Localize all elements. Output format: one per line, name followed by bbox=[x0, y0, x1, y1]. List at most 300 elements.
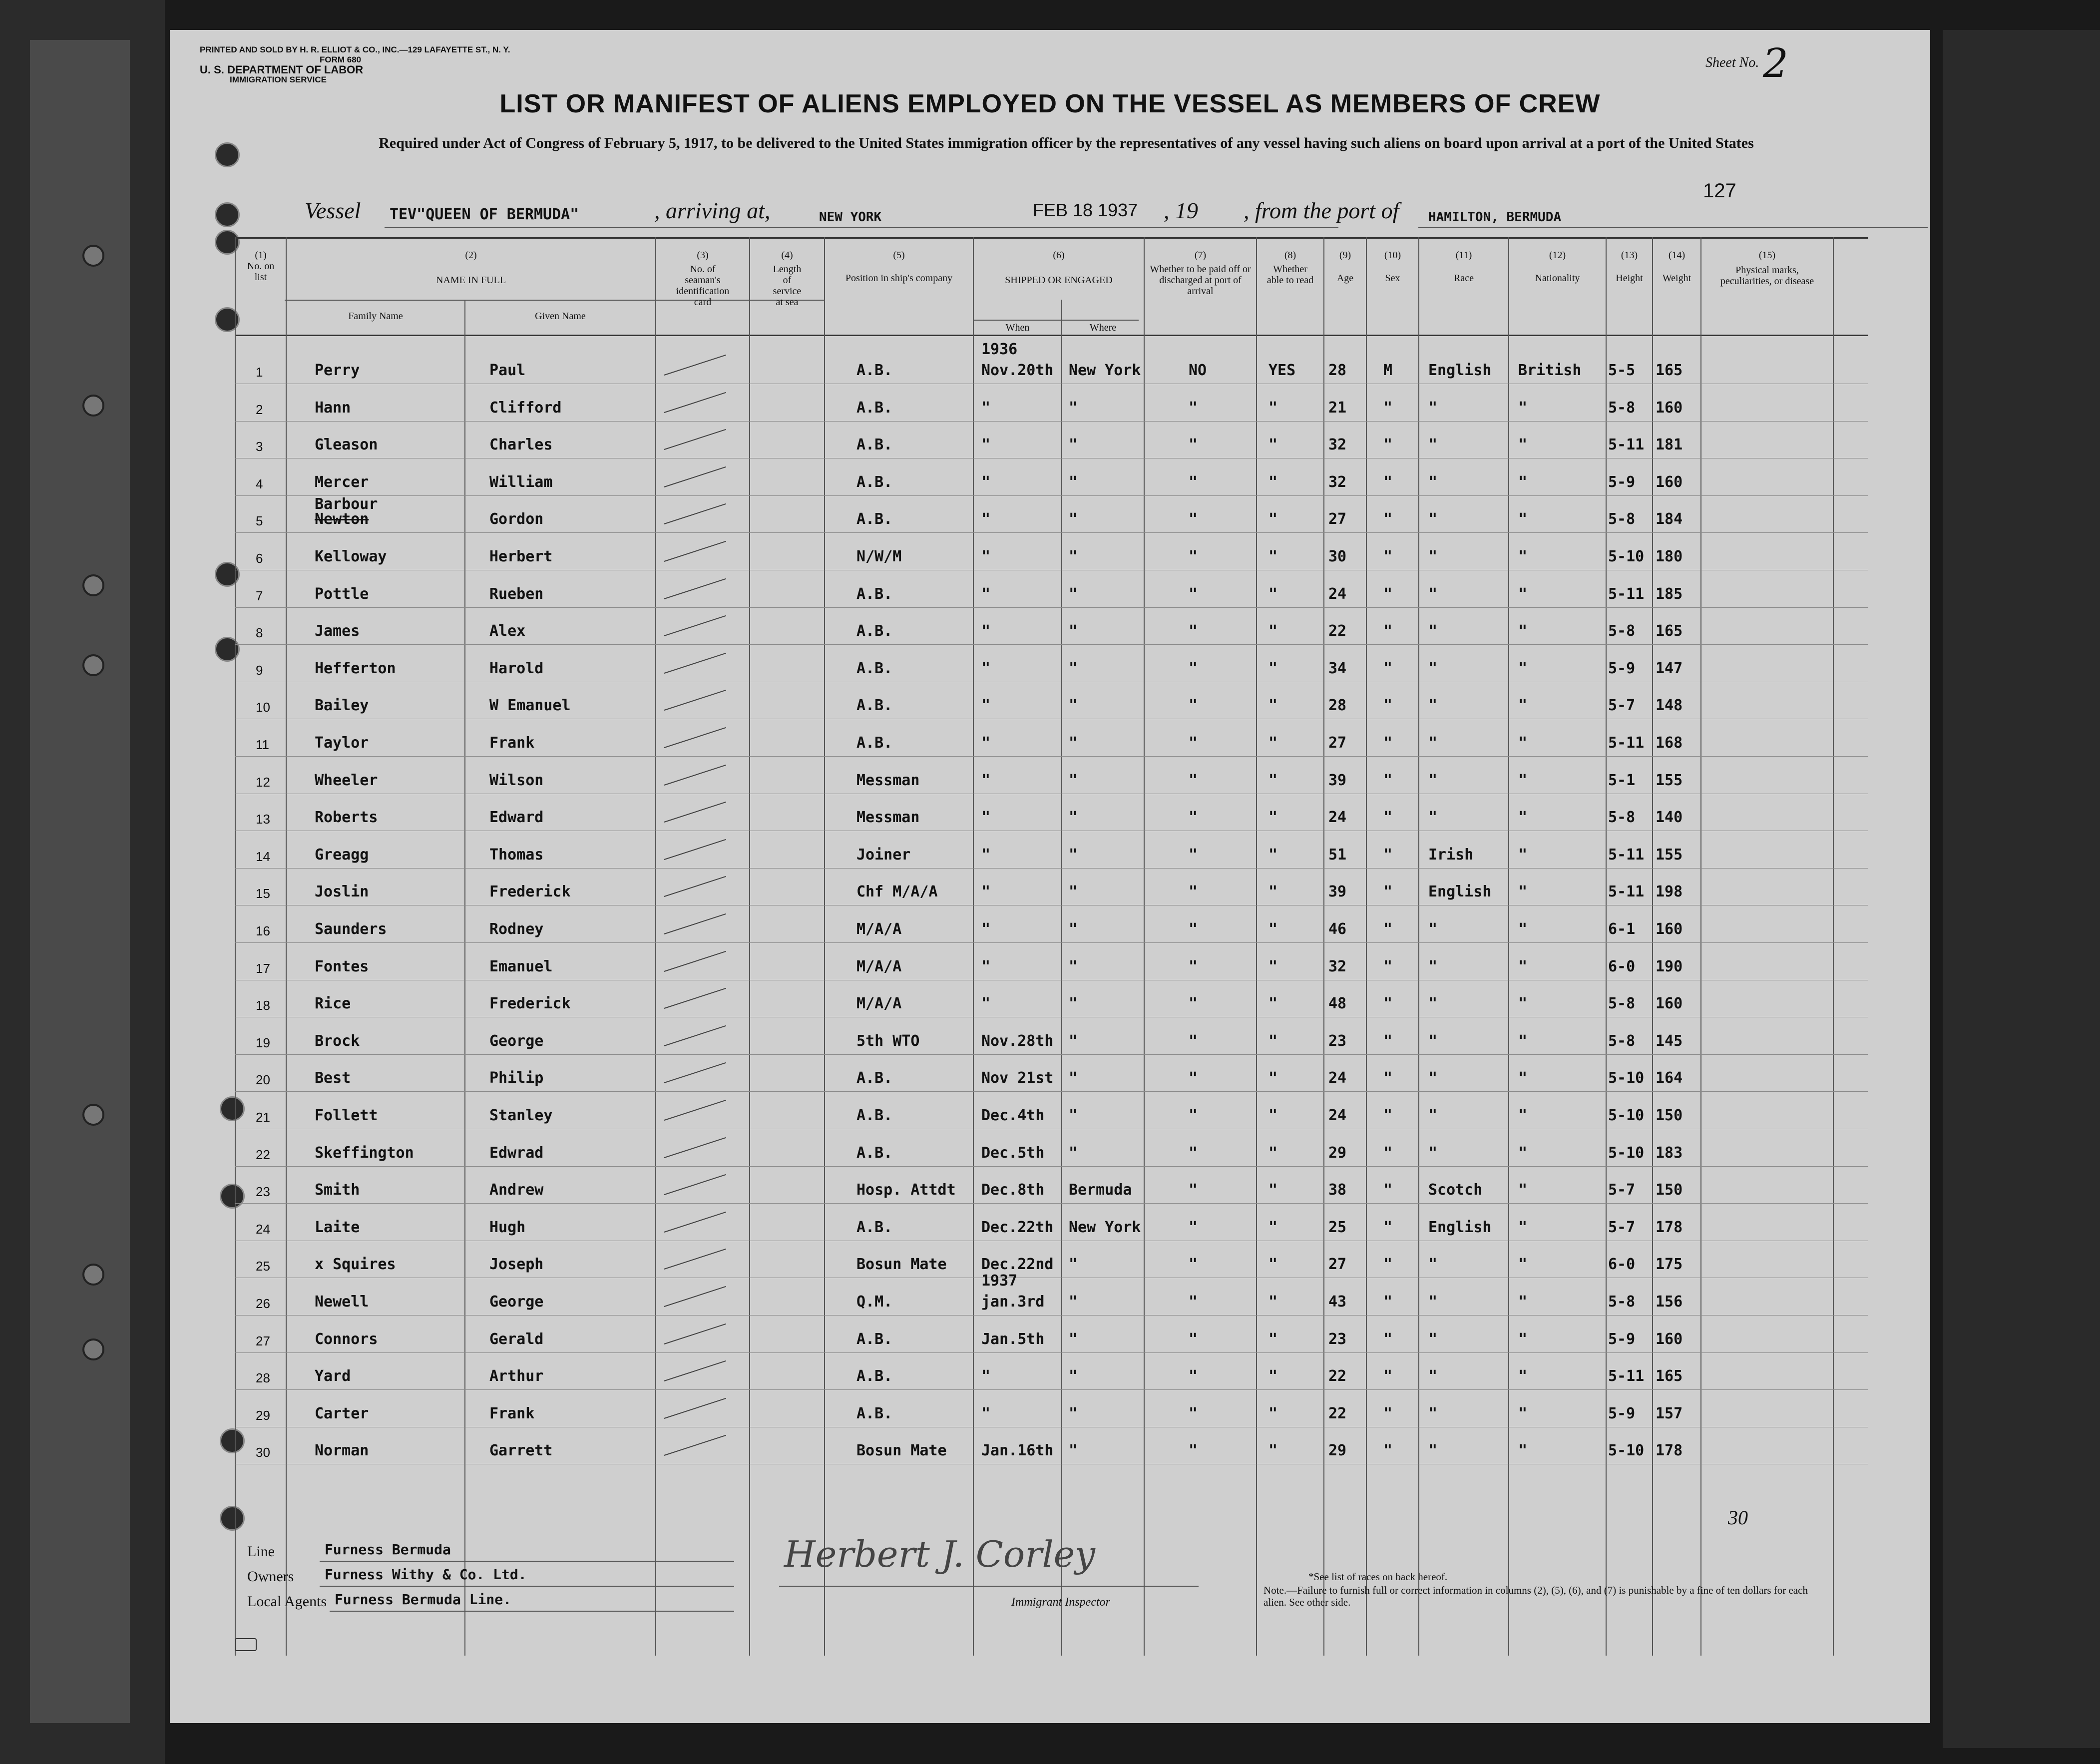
id-card-dash-mark bbox=[664, 1323, 726, 1344]
owners-label: Owners bbox=[247, 1568, 294, 1585]
age: 39 bbox=[1328, 883, 1347, 901]
row-rule bbox=[235, 1315, 1868, 1316]
family-name: Taylor bbox=[315, 734, 369, 752]
position: A.B. bbox=[856, 697, 893, 715]
shipped-when: " bbox=[981, 957, 991, 975]
able-to-read: " bbox=[1268, 734, 1278, 752]
row-number: 8 bbox=[256, 625, 263, 641]
row-number: 9 bbox=[256, 662, 263, 678]
family-name: Carter bbox=[315, 1404, 369, 1422]
shipped-when: Jan.5th bbox=[981, 1330, 1045, 1348]
binding-hole bbox=[82, 395, 104, 417]
race: " bbox=[1428, 1256, 1438, 1274]
col4-header: (4) Length of service at sea bbox=[773, 250, 802, 308]
weight: 178 bbox=[1656, 1218, 1683, 1236]
nationality: " bbox=[1518, 809, 1528, 827]
shipped-when: Nov.28th bbox=[981, 1032, 1054, 1050]
year-label: , 19 bbox=[1164, 198, 1198, 223]
shipped-where: " bbox=[1069, 548, 1078, 565]
position: Chf M/A/A bbox=[856, 883, 938, 901]
race: " bbox=[1428, 1293, 1438, 1311]
row-number: 24 bbox=[256, 1221, 270, 1237]
owners-value: Furness Withy & Co. Ltd. bbox=[325, 1566, 527, 1583]
row-rule bbox=[235, 756, 1868, 757]
position: Hosp. Attdt bbox=[856, 1181, 956, 1199]
sex: " bbox=[1383, 436, 1393, 454]
race: " bbox=[1428, 548, 1438, 565]
height: 5-9 bbox=[1608, 1404, 1636, 1422]
able-to-read: " bbox=[1268, 1032, 1278, 1050]
binding-hole bbox=[82, 1338, 104, 1360]
col3-header: (3) No. of seaman's identification card bbox=[676, 250, 730, 308]
weight: 160 bbox=[1656, 920, 1683, 938]
sex: " bbox=[1383, 1404, 1393, 1422]
id-card-dash-mark bbox=[664, 615, 726, 636]
position: A.B. bbox=[856, 1144, 893, 1162]
given-name: Edward bbox=[489, 809, 544, 827]
inspector-label: Immigrant Inspector bbox=[1011, 1596, 1110, 1609]
sex: " bbox=[1383, 510, 1393, 528]
weight: 155 bbox=[1656, 846, 1683, 864]
family-name-correction: Barbour bbox=[315, 495, 378, 513]
manifest-number: 127 bbox=[1703, 180, 1736, 202]
sex: " bbox=[1383, 473, 1393, 491]
race: " bbox=[1428, 436, 1438, 454]
punch-hole bbox=[220, 1428, 245, 1453]
shipped-where: " bbox=[1069, 1367, 1078, 1385]
nationality: " bbox=[1518, 399, 1528, 417]
shipped-where: " bbox=[1069, 883, 1078, 901]
position: A.B. bbox=[856, 436, 893, 454]
shipped-when: " bbox=[981, 883, 991, 901]
shipped-where: " bbox=[1069, 436, 1078, 454]
able-to-read: " bbox=[1268, 659, 1278, 677]
family-name: Saunders bbox=[315, 920, 387, 938]
family-name: Kelloway bbox=[315, 548, 387, 565]
shipped-where: " bbox=[1069, 659, 1078, 677]
id-card-dash-mark bbox=[664, 429, 726, 450]
shipped-when: " bbox=[981, 1367, 991, 1385]
shipped-where: " bbox=[1069, 771, 1078, 789]
age: 24 bbox=[1328, 1107, 1347, 1124]
row-number: 30 bbox=[256, 1445, 270, 1460]
shipped-where: " bbox=[1069, 622, 1078, 640]
when-header: When bbox=[1005, 322, 1030, 333]
nationality: " bbox=[1518, 883, 1528, 901]
shipped-when: " bbox=[981, 548, 991, 565]
age: 51 bbox=[1328, 846, 1347, 864]
given-name: Frank bbox=[489, 734, 535, 752]
row-number: 13 bbox=[256, 812, 270, 827]
sex: " bbox=[1383, 995, 1393, 1013]
sex: " bbox=[1383, 1144, 1393, 1162]
nationality: " bbox=[1518, 436, 1528, 454]
age: 48 bbox=[1328, 995, 1347, 1013]
family-name: Gleason bbox=[315, 436, 378, 454]
age: 34 bbox=[1328, 659, 1347, 677]
weight: 148 bbox=[1656, 697, 1683, 715]
family-name: Skeffington bbox=[315, 1144, 414, 1162]
race: English bbox=[1428, 362, 1492, 379]
vessel-value: TEV"QUEEN OF BERMUDA" bbox=[390, 206, 579, 223]
height: 5-11 bbox=[1608, 436, 1645, 454]
able-to-read: " bbox=[1268, 1107, 1278, 1124]
id-card-dash-mark bbox=[664, 802, 726, 823]
able-to-read: " bbox=[1268, 1144, 1278, 1162]
position: 5th WTO bbox=[856, 1032, 920, 1050]
race: " bbox=[1428, 771, 1438, 789]
col14-header: (14) Weight bbox=[1662, 250, 1691, 284]
position: M/A/A bbox=[856, 995, 902, 1013]
shipped-where: " bbox=[1069, 1330, 1078, 1348]
sheet-number-label: Sheet No. bbox=[1705, 55, 1759, 70]
row-rule bbox=[235, 1054, 1868, 1055]
age: 23 bbox=[1328, 1032, 1347, 1050]
height: 6-0 bbox=[1608, 957, 1636, 975]
position: A.B. bbox=[856, 1218, 893, 1236]
nationality: " bbox=[1518, 473, 1528, 491]
id-card-dash-mark bbox=[664, 913, 726, 934]
position: A.B. bbox=[856, 1367, 893, 1385]
shipped-when: " bbox=[981, 809, 991, 827]
height: 5-8 bbox=[1608, 809, 1636, 827]
shipped-when: Nov 21st bbox=[981, 1069, 1054, 1087]
age: 29 bbox=[1328, 1442, 1347, 1460]
height: 5-10 bbox=[1608, 548, 1645, 565]
punch-hole bbox=[220, 1184, 245, 1209]
shipped-where: " bbox=[1069, 846, 1078, 864]
weight: 147 bbox=[1656, 659, 1683, 677]
given-name: Harold bbox=[489, 659, 544, 677]
paid-off: " bbox=[1189, 510, 1198, 528]
weight: 185 bbox=[1656, 585, 1683, 603]
nationality: " bbox=[1518, 1367, 1528, 1385]
position: M/A/A bbox=[856, 957, 902, 975]
id-card-dash-mark bbox=[664, 1062, 726, 1083]
position: Joiner bbox=[856, 846, 911, 864]
position: N/W/M bbox=[856, 548, 902, 565]
weight: 155 bbox=[1656, 771, 1683, 789]
id-card-dash-mark bbox=[664, 541, 726, 562]
binding-hole bbox=[82, 574, 104, 596]
col13-header: (13) Height bbox=[1616, 250, 1643, 284]
sex: " bbox=[1383, 920, 1393, 938]
height: 5-9 bbox=[1608, 659, 1636, 677]
sex: M bbox=[1383, 362, 1393, 379]
row-rule bbox=[235, 1389, 1868, 1390]
shipped-where: " bbox=[1069, 1107, 1078, 1124]
sex: " bbox=[1383, 1181, 1393, 1199]
row-rule bbox=[235, 1166, 1868, 1167]
able-to-read: " bbox=[1268, 846, 1278, 864]
nationality: " bbox=[1518, 1442, 1528, 1460]
sex: " bbox=[1383, 1069, 1393, 1087]
sex: " bbox=[1383, 809, 1393, 827]
shipped-where: " bbox=[1069, 510, 1078, 528]
height: 5-11 bbox=[1608, 585, 1645, 603]
given-name: Clifford bbox=[489, 399, 562, 417]
id-card-dash-mark bbox=[664, 1249, 726, 1270]
service-name: IMMIGRATION SERVICE bbox=[230, 75, 327, 84]
able-to-read: " bbox=[1268, 771, 1278, 789]
family-name: Wheeler bbox=[315, 771, 378, 789]
nationality: " bbox=[1518, 1144, 1528, 1162]
paid-off: " bbox=[1189, 771, 1198, 789]
manifest-sheet bbox=[170, 30, 1930, 1723]
race: " bbox=[1428, 734, 1438, 752]
paid-off: " bbox=[1189, 399, 1198, 417]
paid-off: " bbox=[1189, 957, 1198, 975]
row-number: 1 bbox=[256, 365, 263, 380]
able-to-read: " bbox=[1268, 1069, 1278, 1087]
height: 5-11 bbox=[1608, 734, 1645, 752]
shipped-when: " bbox=[981, 771, 991, 789]
age: 24 bbox=[1328, 809, 1347, 827]
age: 28 bbox=[1328, 697, 1347, 715]
age: 22 bbox=[1328, 1404, 1347, 1422]
age: 30 bbox=[1328, 548, 1347, 565]
given-name: Charles bbox=[489, 436, 553, 454]
position: Q.M. bbox=[856, 1293, 893, 1311]
department-name: U. S. DEPARTMENT OF LABOR bbox=[200, 63, 364, 76]
shipped-where: " bbox=[1069, 809, 1078, 827]
able-to-read: " bbox=[1268, 622, 1278, 640]
nationality: " bbox=[1518, 734, 1528, 752]
age: 28 bbox=[1328, 362, 1347, 379]
nationality: " bbox=[1518, 1256, 1528, 1274]
able-to-read: " bbox=[1268, 957, 1278, 975]
id-card-dash-mark bbox=[664, 466, 726, 487]
line-label: Line bbox=[247, 1543, 275, 1560]
form-number: FORM 680 bbox=[320, 55, 362, 64]
weight: 184 bbox=[1656, 510, 1683, 528]
row-number: 17 bbox=[256, 960, 270, 976]
given-name: Garrett bbox=[489, 1442, 553, 1460]
weight: 150 bbox=[1656, 1181, 1683, 1199]
col2-header: (2) NAME IN FULL bbox=[436, 250, 506, 286]
nationality: " bbox=[1518, 1032, 1528, 1050]
shipped-when: " bbox=[981, 399, 991, 417]
given-name: Frank bbox=[489, 1404, 535, 1422]
race: " bbox=[1428, 399, 1438, 417]
age: 29 bbox=[1328, 1144, 1347, 1162]
family-name: Best bbox=[315, 1069, 351, 1087]
sheet-number-value: 2 bbox=[1763, 40, 1788, 86]
row-number: 15 bbox=[256, 886, 270, 901]
age: 43 bbox=[1328, 1293, 1347, 1311]
shipped-when: " bbox=[981, 585, 991, 603]
shipped-where: " bbox=[1069, 1032, 1078, 1050]
position: Messman bbox=[856, 809, 920, 827]
paid-off: " bbox=[1189, 1330, 1198, 1348]
id-card-dash-mark bbox=[664, 1174, 726, 1195]
given-name: Philip bbox=[489, 1069, 544, 1087]
able-to-read: " bbox=[1268, 436, 1278, 454]
id-card-dash-mark bbox=[664, 392, 726, 413]
shipped-when: Dec.22th bbox=[981, 1218, 1054, 1236]
union-label bbox=[235, 1638, 257, 1651]
height: 5-7 bbox=[1608, 1181, 1636, 1199]
punch-hole bbox=[220, 1096, 245, 1121]
id-card-dash-mark bbox=[664, 1286, 726, 1307]
shipped-when: " bbox=[981, 510, 991, 528]
position: A.B. bbox=[856, 1107, 893, 1124]
row-number: 4 bbox=[256, 476, 263, 491]
family-name: Hefferton bbox=[315, 659, 396, 677]
nationality: " bbox=[1518, 585, 1528, 603]
row-number: 29 bbox=[256, 1407, 270, 1423]
row-number: 6 bbox=[256, 551, 263, 566]
id-card-dash-mark bbox=[664, 578, 726, 599]
paid-off: " bbox=[1189, 548, 1198, 565]
weight: 160 bbox=[1656, 1330, 1683, 1348]
height: 5-11 bbox=[1608, 1367, 1645, 1385]
paid-off: " bbox=[1189, 1256, 1198, 1274]
paid-off: " bbox=[1189, 883, 1198, 901]
race: " bbox=[1428, 1144, 1438, 1162]
height: 5-10 bbox=[1608, 1107, 1645, 1124]
race: " bbox=[1428, 473, 1438, 491]
id-card-dash-mark bbox=[664, 764, 726, 785]
weight: 183 bbox=[1656, 1144, 1683, 1162]
race: " bbox=[1428, 697, 1438, 715]
col5-header: (5) Position in ship's company bbox=[845, 250, 953, 284]
line-value: Furness Bermuda bbox=[325, 1541, 451, 1558]
row-number: 16 bbox=[256, 923, 270, 938]
given-name: Hugh bbox=[489, 1218, 526, 1236]
id-card-dash-mark bbox=[664, 876, 726, 897]
able-to-read: " bbox=[1268, 883, 1278, 901]
shipped-where: " bbox=[1069, 920, 1078, 938]
shipped-when: " bbox=[981, 659, 991, 677]
row-rule bbox=[235, 532, 1868, 533]
paid-off: " bbox=[1189, 809, 1198, 827]
paid-off: " bbox=[1189, 1218, 1198, 1236]
row-number: 11 bbox=[256, 737, 269, 752]
weight: 140 bbox=[1656, 809, 1683, 827]
race: " bbox=[1428, 920, 1438, 938]
position: Messman bbox=[856, 771, 920, 789]
sex: " bbox=[1383, 883, 1393, 901]
family-name: Follett bbox=[315, 1107, 378, 1124]
races-note: *See list of races on back hereof. bbox=[1308, 1571, 1448, 1583]
binding-strip bbox=[30, 40, 130, 1723]
family-name: Rice bbox=[315, 995, 351, 1013]
row-number: 20 bbox=[256, 1072, 270, 1088]
shipped-where: " bbox=[1069, 734, 1078, 752]
weight: 157 bbox=[1656, 1404, 1683, 1422]
id-card-dash-mark bbox=[664, 1212, 726, 1233]
row-number: 14 bbox=[256, 849, 270, 864]
paid-off: " bbox=[1189, 1144, 1198, 1162]
row-rule bbox=[235, 607, 1868, 608]
position: A.B. bbox=[856, 1330, 893, 1348]
age: 22 bbox=[1328, 1367, 1347, 1385]
shipped-where: " bbox=[1069, 1069, 1078, 1087]
sex: " bbox=[1383, 659, 1393, 677]
height: 5-10 bbox=[1608, 1144, 1645, 1162]
race: English bbox=[1428, 1218, 1492, 1236]
race: " bbox=[1428, 622, 1438, 640]
nationality: " bbox=[1518, 1069, 1528, 1087]
family-name: Norman bbox=[315, 1442, 369, 1460]
able-to-read: " bbox=[1268, 1181, 1278, 1199]
id-card-dash-mark bbox=[664, 653, 726, 674]
nationality: " bbox=[1518, 995, 1528, 1013]
family-name: x Squires bbox=[315, 1256, 396, 1274]
family-name: Newell bbox=[315, 1293, 369, 1311]
row-number: 21 bbox=[256, 1110, 270, 1125]
age: 32 bbox=[1328, 473, 1347, 491]
position: M/A/A bbox=[856, 920, 902, 938]
row-number: 12 bbox=[256, 774, 270, 790]
age: 25 bbox=[1328, 1218, 1347, 1236]
row-rule bbox=[235, 868, 1868, 869]
vessel-label: Vessel bbox=[305, 198, 361, 223]
arrival-date-stamp: FEB 18 1937 bbox=[1033, 200, 1138, 220]
nationality: British bbox=[1518, 362, 1582, 379]
page-title: LIST OR MANIFEST OF ALIENS EMPLOYED ON THE VESSEL AS MEMBERS OF CREW bbox=[499, 89, 1601, 118]
paid-off: " bbox=[1189, 995, 1198, 1013]
nationality: " bbox=[1518, 1218, 1528, 1236]
given-name: Alex bbox=[489, 622, 526, 640]
sex: " bbox=[1383, 1218, 1393, 1236]
able-to-read: " bbox=[1268, 548, 1278, 565]
height: 5-5 bbox=[1608, 362, 1636, 379]
nationality: " bbox=[1518, 957, 1528, 975]
race: " bbox=[1428, 659, 1438, 677]
sex: " bbox=[1383, 399, 1393, 417]
shipped-where: " bbox=[1069, 995, 1078, 1013]
given-name: Herbert bbox=[489, 548, 553, 565]
height: 5-7 bbox=[1608, 1218, 1636, 1236]
able-to-read: " bbox=[1268, 995, 1278, 1013]
age: 24 bbox=[1328, 585, 1347, 603]
row-number: 27 bbox=[256, 1333, 270, 1348]
punch-hole bbox=[215, 637, 240, 662]
nationality: " bbox=[1518, 771, 1528, 789]
race: " bbox=[1428, 957, 1438, 975]
position: A.B. bbox=[856, 1404, 893, 1422]
id-card-dash-mark bbox=[664, 988, 726, 1009]
punch-hole bbox=[215, 562, 240, 587]
weight: 150 bbox=[1656, 1107, 1683, 1124]
binding-hole bbox=[82, 654, 104, 676]
sex: " bbox=[1383, 734, 1393, 752]
scanner-background-right bbox=[1943, 30, 2100, 1748]
nationality: " bbox=[1518, 1293, 1528, 1311]
position: A.B. bbox=[856, 1069, 893, 1087]
paid-off: " bbox=[1189, 585, 1198, 603]
printer-line: PRINTED AND SOLD BY H. R. ELLIOT & CO., INC.—129 LAFAYETTE ST., N. Y. bbox=[200, 45, 510, 54]
given-name: William bbox=[489, 473, 553, 491]
family-name: Joslin bbox=[315, 883, 369, 901]
col6-header: (6) SHIPPED OR ENGAGED bbox=[1005, 250, 1113, 286]
given-name: Gordon bbox=[489, 510, 544, 528]
id-card-dash-mark bbox=[664, 503, 726, 524]
height: 5-9 bbox=[1608, 1330, 1636, 1348]
weight: 165 bbox=[1656, 622, 1683, 640]
shipped-year: 1937 bbox=[981, 1272, 1018, 1290]
inspector-signature: Herbert J. Corley bbox=[784, 1533, 1095, 1575]
able-to-read: " bbox=[1268, 809, 1278, 827]
nationality: " bbox=[1518, 1181, 1528, 1199]
row-number: 22 bbox=[256, 1147, 270, 1162]
printer-imprint bbox=[200, 45, 510, 85]
binding-hole bbox=[82, 1264, 104, 1286]
row-number: 2 bbox=[256, 402, 263, 417]
paid-off: " bbox=[1189, 1107, 1198, 1124]
